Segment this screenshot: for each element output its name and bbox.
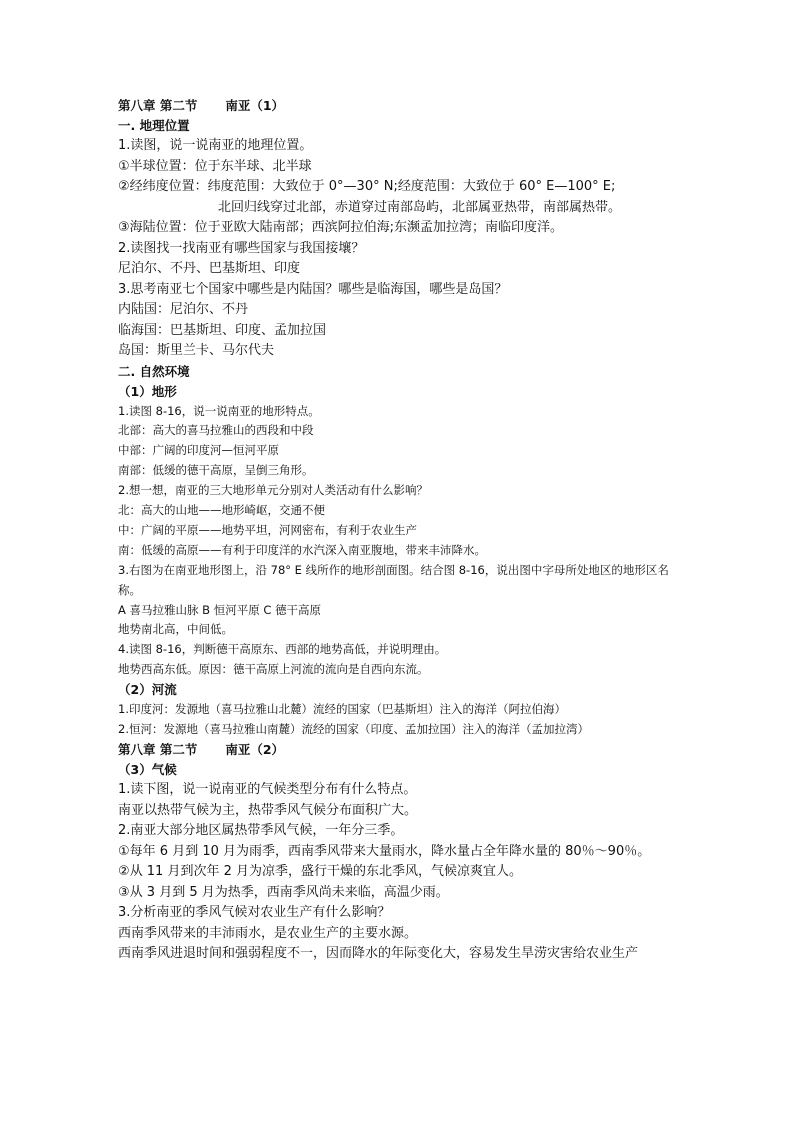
section-heading: （2）河流 — [118, 682, 177, 698]
text-line: 2.想一想，南亚的三大地形单元分别对人类活动有什么影响？ — [118, 483, 428, 498]
text-line: 临海国：巴基斯坦、印度、孟加拉国 — [118, 322, 327, 338]
text-line: ①半球位置：位于东半球、北半球 — [118, 158, 312, 174]
text-line: ②经纬度位置：纬度范围：大致位于 0°—30° N;经度范围：大致位于 60° E—100° E; — [118, 179, 616, 194]
text-line: 北：高大的山地——地形崎岖，交通不便 — [118, 503, 325, 518]
text-line: ①每年 6 月到 10 月为雨季，西南季风带来大量雨水，降水量占全年降水量的 80％～90％。 — [118, 843, 651, 859]
heading-title: 南亚（2） — [225, 742, 285, 757]
text-line: ③海陆位置：位于亚欧大陆南部；西滨阿拉伯海;东濒孟加拉湾；南临印度洋。 — [118, 220, 564, 235]
heading-chapter: 第八章 第二节 — [118, 98, 198, 113]
text-line: 1.读下图，说一说南亚的气候类型分布有什么特点。 — [118, 782, 417, 797]
text-line: 3.分析南亚的季风气候对农业生产有什么影响？ — [118, 905, 391, 920]
text-line: ②从 11 月到次年 2 月为凉季，盛行干燥的东北季风，气候凉爽宜人。 — [118, 864, 522, 879]
text-line: 北回归线穿过北部，赤道穿过南部岛屿，北部属亚热带，南部属热带。 — [218, 199, 622, 215]
text-line: 南亚以热带气候为主，热带季风气候分布面积广大。 — [118, 802, 418, 818]
text-line: 西南季风带来的丰沛雨水，是农业生产的主要水源。 — [118, 925, 418, 941]
section-heading: 一. 地理位置 — [118, 118, 190, 133]
text-line: 地势西高东低。原因：德干高原上河流的流向是自西向东流。 — [118, 662, 429, 677]
text-line: 3.思考南亚七个国家中哪些是内陆国？哪些是临海国，哪些是岛国？ — [118, 281, 508, 297]
text-line: 2.读图找一找南亚有哪些国家与我国接壤？ — [118, 240, 365, 256]
text-line: 南部：低缓的德干高原，呈倒三角形。 — [118, 463, 314, 478]
section-heading — [118, 740, 678, 760]
heading-chapter: 第八章 第二节 — [118, 742, 198, 757]
text-line: 地势南北高，中间低。 — [118, 622, 233, 637]
section-heading: 二. 自然环境 — [118, 363, 190, 379]
text-line: 西南季风进退时间和强弱程度不一，因而降水的年际变化大，容易发生旱涝灾害给农业生产 — [118, 946, 639, 961]
text-line: 岛国：斯里兰卡、马尔代夫 — [118, 343, 275, 358]
text-line: 尼泊尔、不丹、巴基斯坦、印度 — [118, 261, 301, 276]
section-heading: （1）地形 — [118, 383, 177, 399]
text-line: 4.读图 8-16，判断德干高原东、西部的地势高低，并说明理由。 — [118, 642, 447, 657]
text-line: 2.南亚大部分地区属热带季风气候，一年分三季。 — [118, 823, 404, 838]
text-line: 1.读图 8-16，说一说南亚的地形特点。 — [118, 403, 320, 418]
text-line: 南：低缓的高原——有利于印度洋的水汽深入南亚腹地，带来丰沛降水。 — [118, 542, 486, 557]
text-line: 2.恒河：发源地（喜马拉雅山南麓）流经的国家（印度、孟加拉国）注入的海洋（孟加拉湾） — [118, 722, 589, 737]
text-line: 北部：高大的喜马拉雅山的西段和中段 — [118, 423, 314, 438]
section-heading: （3）气候 — [118, 762, 177, 777]
heading-title: 南亚（1） — [225, 98, 285, 113]
text-line: 中部：广阔的印度河—恒河平原 — [118, 443, 279, 458]
document-page — [118, 96, 678, 965]
text-line: 中：广阔的平原——地势平坦，河网密布，有利于农业生产 — [118, 522, 417, 537]
text-line: 内陆国：尼泊尔、不丹 — [118, 302, 249, 317]
text-line: 3.右图为在南亚地形图上，沿 78° E 线所作的地形剖面图。结合图 8-16，说出图中字母所处地区的地形区名称。 — [118, 562, 669, 597]
section-heading — [118, 96, 678, 116]
text-line: 1.读图，说一说南亚的地理位置。 — [118, 138, 313, 153]
text-line: 1.印度河：发源地（喜马拉雅山北麓）流经的国家（巴基斯坦）注入的海洋（阿拉伯海） — [118, 702, 566, 717]
text-line: A 喜马拉雅山脉 B 恒河平原 C 德干高原 — [118, 602, 322, 617]
text-line: ③从 3 月到 5 月为热季，西南季风尚未来临，高温少雨。 — [118, 884, 449, 900]
